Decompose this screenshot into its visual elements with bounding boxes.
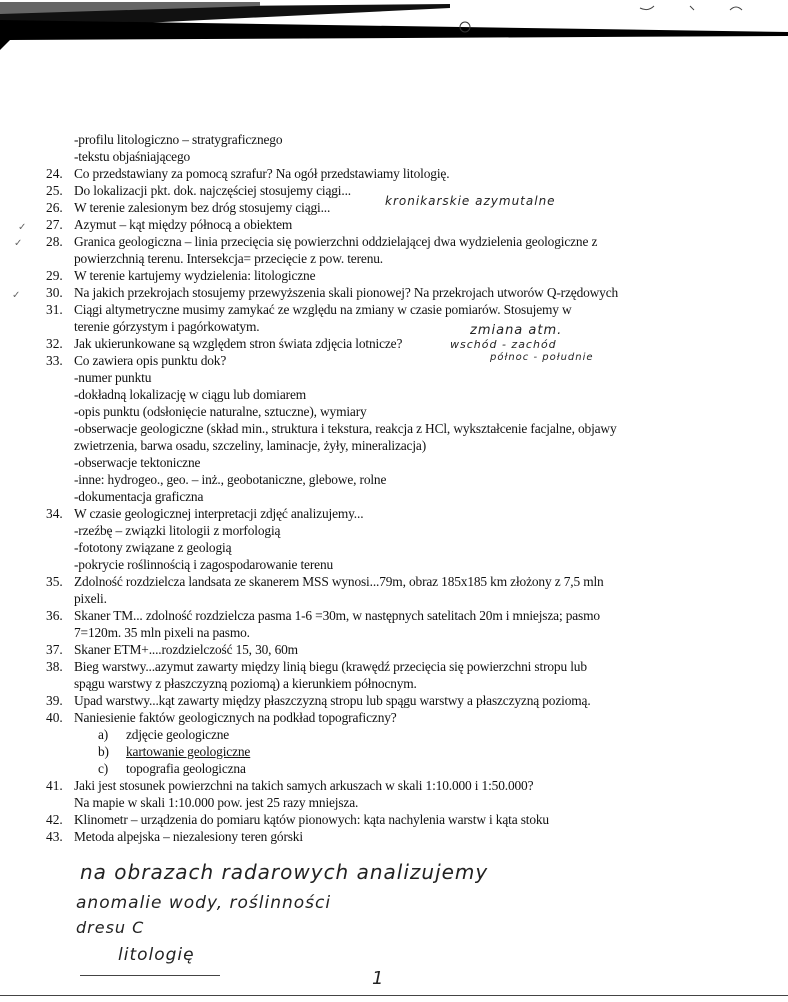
item-number: 28. [46,234,63,249]
item-text: Upad warstwy...kąt zawarty między płaszczyzną stropu lub spągu warstwy a płaszczyzną poziomą. [74,693,591,708]
item-text: Metoda alpejska – niezalesiony teren górski [74,829,303,844]
item-text: -pokrycie roślinnością i zagospodarowanie terenu [74,557,334,572]
item-text: W czasie geologicznej interpretacji zdjęć analizujemy... [74,506,364,521]
item-text: -obserwacje geologiczne (skład min., struktura i tekstura, reakcja z HCl, wykształcenie facjalne, objawy [74,421,617,436]
check-mark-icon: ✓ [18,222,27,233]
item-text: Jaki jest stosunek powierzchni na takich samych arkuszach w skali 1:10.000 i 1:50.000? [74,778,534,793]
scan-bottom-edge [0,995,788,996]
option-text: topografia geologiczna [126,761,246,776]
option-label: c) [98,761,109,776]
item-text: Klinometr – urządzenia do pomiaru kątów pionowych: kąta nachylenia warstw i kąta stoku [74,812,549,827]
item-text: Zdolność rozdzielcza landsata ze skanerem MSS wynosi...79m, obraz 185x185 km złożony z 7,5 mln [74,574,604,589]
item-number: 34. [46,506,63,521]
item-text: -dokładną lokalizację w ciągu lub domiarem [74,387,307,402]
handwritten-note: kronikarskie azymutalne [385,194,556,208]
option-label: b) [98,744,109,759]
item-text: -dokumentacja graficzna [74,489,204,504]
item-number: 30. [46,285,63,300]
handwritten-note: anomalie wody, roślinności [76,893,332,913]
item-number: 31. [46,302,63,317]
item-text: -rzeźbę – związki litologii z morfologią [74,523,281,538]
item-text: spągu warstwy z płaszczyzną poziomą) a kierunkiem północnym. [74,676,417,691]
item-text: Naniesienie faktów geologicznych na podkład topograficzny? [74,710,397,725]
handwritten-note: litologię [118,945,195,965]
item-number: 32. [46,336,63,351]
item-text: powierzchnią terenu. Intersekcja= przecięcie z pow. terenu. [74,251,383,266]
item-text: Jak ukierunkowane są względem stron świata zdjęcia lotnicze? [74,336,403,351]
handwritten-note: dresu C [76,918,145,937]
item-text: Skaner TM... zdolność rozdzielcza pasma 1-6 =30m, w następnych satelitach 20m i mniejsza; pasmo [74,608,600,623]
item-number: 43. [46,829,63,844]
item-text: Azymut – kąt między północą a obiektem [74,217,293,232]
item-number: 29. [46,268,63,283]
handwritten-note: wschód - zachód [450,338,557,351]
item-text: Co zawiera opis punktu dok? [74,353,227,368]
item-number: 37. [46,642,63,657]
intro-line: -tekstu objaśniającego [74,149,191,164]
item-text: -obserwacje tektoniczne [74,455,201,470]
option-text: zdjęcie geologiczne [126,727,230,742]
item-number: 36. [46,608,63,623]
item-number: 35. [46,574,63,589]
item-text: Granica geologiczna – linia przecięcia się powierzchni oddzielającej dwa wydzielenia geologiczne z [74,234,598,249]
item-text: W terenie kartujemy wydzielenia: litologiczne [74,268,316,283]
item-number: 24. [46,166,63,181]
handwritten-underline [80,975,220,976]
item-number: 42. [46,812,63,827]
item-text: Na mapie w skali 1:10.000 pow. jest 25 razy mniejsza. [74,795,359,810]
item-text: -numer punktu [74,370,152,385]
item-text: terenie górzystym i pagórkowatym. [74,319,260,334]
item-number: 39. [46,693,63,708]
item-text: zwietrzenia, barwa osadu, szczeliny, laminacje, żyły, mineralizacja) [74,438,427,453]
item-text: pixeli. [74,591,107,606]
option-text: kartowanie geologiczne [126,744,251,759]
handwritten-note: na obrazach radarowych analizujemy [80,860,489,884]
handwritten-note: 1 [372,968,385,989]
option-label: a) [98,727,109,742]
item-text: Ciągi altymetryczne musimy zamykać ze względu na zmiany w czasie pomiarów. Stosujemy w [74,302,572,317]
item-number: 41. [46,778,63,793]
intro-line: -profilu litologiczno – stratygraficznego [74,132,283,147]
item-number: 38. [46,659,63,674]
item-text: 7=120m. 35 mln pixeli na pasmo. [74,625,250,640]
item-number: 27. [46,217,63,232]
handwritten-note: zmiana atm. [470,323,563,338]
item-text: Na jakich przekrojach stosujemy przewyższenia skali pionowej? Na przekrojach utworów Q-rzędowych [74,285,619,300]
item-number: 40. [46,710,63,725]
check-mark-icon: ✓ [12,290,21,301]
item-number: 26. [46,200,63,215]
item-number: 33. [46,353,63,368]
item-text: W terenie zalesionym bez dróg stosujemy ciągi... [74,200,331,215]
check-mark-icon: ✓ [14,238,23,249]
item-text: -inne: hydrogeo., geo. – inż., geobotaniczne, glebowe, rolne [74,472,387,487]
handwritten-note: północ - południe [490,352,594,363]
item-text: Bieg warstwy...azymut zawarty między linią biegu (krawędź przecięcia się powierzchni stropu lub [74,659,587,674]
item-text: Do lokalizacji pkt. dok. najczęściej stosujemy ciągi... [74,183,351,198]
item-text: Skaner ETM+....rozdzielczość 15, 30, 60m [74,642,298,657]
item-text: -fototony związane z geologią [74,540,232,555]
item-number: 25. [46,183,63,198]
item-text: Co przedstawiany za pomocą szrafur? Na ogół przedstawiamy litologię. [74,166,450,181]
item-text: -opis punktu (odsłonięcie naturalne, sztuczne), wymiary [74,404,367,419]
